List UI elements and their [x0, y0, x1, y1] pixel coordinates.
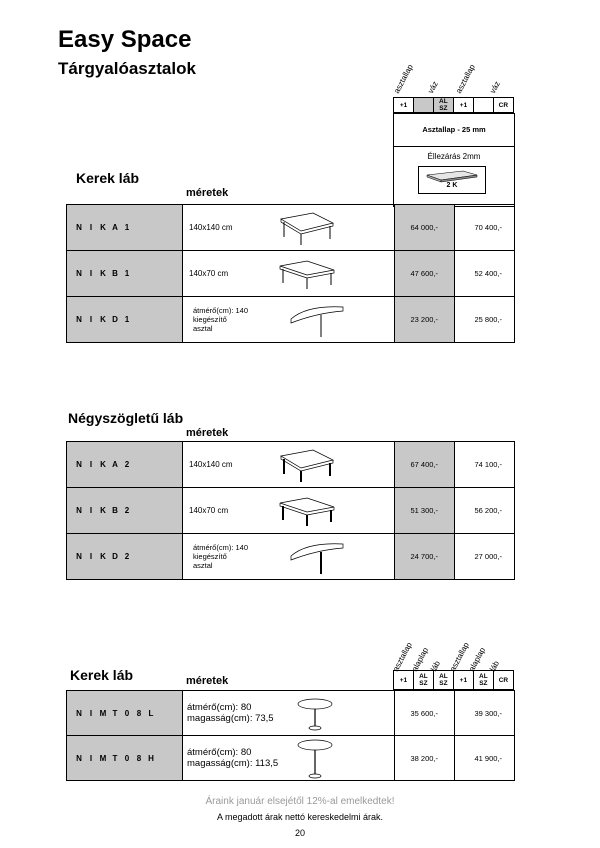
diag3-label-1: asztallap	[391, 640, 414, 673]
price-plus1: 35 600,-	[395, 691, 455, 736]
section2-table	[66, 441, 515, 580]
product-code: N I K A 1	[67, 205, 183, 251]
price-plus1: 47 600,-	[395, 251, 455, 297]
table-row	[67, 297, 515, 343]
hdr-cell-plus1-b: +1	[453, 98, 473, 113]
product-dim: 140x140 cm	[183, 205, 395, 251]
edge-label: Éllezárás 2mm	[427, 152, 481, 161]
hdr-cell-empty-b	[474, 98, 494, 113]
round-table-low-icon	[295, 695, 339, 733]
hdr-cell-empty	[414, 98, 434, 113]
hdr-cell-plus1: +1	[394, 98, 414, 113]
product-code: N I M T 0 8 H	[67, 736, 183, 781]
square-table-icon	[277, 209, 337, 247]
hdr3-cell-plus1: +1	[394, 671, 414, 690]
page-number: 20	[294, 828, 305, 838]
price-cr: 70 400,-	[455, 205, 515, 251]
product-code: N I K B 2	[67, 488, 183, 534]
top-header-cells	[393, 97, 514, 113]
product-dim: átmérő(cm): 140 kiegészítő asztal	[183, 297, 395, 343]
price-cr: 41 900,-	[455, 736, 515, 781]
hdr3-cell-alsz-2: AL SZ	[433, 671, 453, 690]
asztallap-title: Asztallap - 25 mm	[394, 114, 514, 147]
price-plus1: 67 400,-	[395, 442, 455, 488]
price-plus1: 51 300,-	[395, 488, 455, 534]
hdr3-cell-cr: CR	[493, 671, 513, 690]
product-code: N I K A 2	[67, 442, 183, 488]
hdr3-cell-alsz-3: AL SZ	[473, 671, 493, 690]
price-cr: 27 000,-	[455, 534, 515, 580]
price-plus1: 64 000,-	[395, 205, 455, 251]
table-row	[67, 691, 515, 736]
section2-meretek: méretek	[186, 427, 229, 439]
section3-meretek: méretek	[186, 675, 229, 687]
asztallap-box	[393, 113, 515, 207]
diag3-label-5: alaplap	[467, 645, 488, 673]
section1-meretek: méretek	[186, 187, 229, 199]
product-dim: átmérő(cm): 80 magasság(cm): 113,5	[183, 736, 395, 781]
section1-table	[66, 204, 515, 343]
price-cr: 39 300,-	[455, 691, 515, 736]
edge-code: 2 K	[446, 182, 458, 189]
half-round-table-icon	[287, 538, 347, 576]
diag-label-3: asztallap	[454, 62, 477, 95]
product-dim: 140x140 cm	[183, 442, 395, 488]
diag-label-2: váz	[426, 79, 440, 95]
product-code: N I M T 0 8 L	[67, 691, 183, 736]
section3-table	[66, 690, 515, 781]
price-cr: 56 200,-	[455, 488, 515, 534]
table-row	[67, 534, 515, 580]
table-row	[67, 736, 515, 781]
product-dim: átmérő(cm): 80 magasság(cm): 73,5	[183, 691, 395, 736]
price-cr: 52 400,-	[455, 251, 515, 297]
section1-title: Kerek láb	[76, 170, 140, 186]
hdr3-cell-plus1-b: +1	[453, 671, 473, 690]
product-code: N I K D 1	[67, 297, 183, 343]
diag-label-1: asztallap	[392, 62, 415, 95]
half-round-table-icon	[287, 301, 347, 339]
diag3-label-2: alaplap	[410, 645, 431, 673]
rect-table-icon	[277, 494, 337, 528]
diag3-label-3: láb	[429, 659, 443, 673]
table-row	[67, 251, 515, 297]
price-cr: 74 100,-	[455, 442, 515, 488]
section3-title: Kerek láb	[70, 667, 134, 683]
edge-sample-box	[418, 166, 486, 194]
section3-header-cells	[393, 670, 514, 690]
price-plus1: 38 200,-	[395, 736, 455, 781]
diag-label-4: váz	[488, 79, 502, 95]
page-subtitle: Tárgyalóasztalok	[58, 59, 196, 78]
round-table-high-icon	[295, 738, 339, 780]
diag3-label-6: láb	[488, 659, 502, 673]
product-code: N I K D 2	[67, 534, 183, 580]
table-row	[67, 205, 515, 251]
product-dim: 140x70 cm	[183, 488, 395, 534]
diag3-label-4: asztallap	[448, 640, 471, 673]
price-plus1: 24 700,-	[395, 534, 455, 580]
product-code: N I K B 1	[67, 251, 183, 297]
edge-board-icon	[419, 167, 485, 193]
hdr3-cell-alsz-1: AL SZ	[413, 671, 433, 690]
section2-title: Négyszögletű láb	[68, 410, 184, 426]
hdr-cell-cr: CR	[493, 98, 513, 113]
net-price-note: A megadott árak nettó kereskedelmi árak.	[216, 812, 384, 822]
brand-title: Easy Space	[58, 26, 192, 53]
square-table-icon	[277, 446, 337, 484]
rect-table-icon	[277, 257, 337, 291]
table-row	[67, 488, 515, 534]
table-row	[67, 442, 515, 488]
price-cr: 25 800,-	[455, 297, 515, 343]
product-dim: 140x70 cm	[183, 251, 395, 297]
price-plus1: 23 200,-	[395, 297, 455, 343]
hdr-cell-alsz: AL SZ	[433, 98, 453, 113]
product-dim: átmérő(cm): 140 kiegészítő asztal	[183, 534, 395, 580]
price-increase-notice: Áraink január elsejétől 12%-al emelkedtek!	[205, 796, 395, 807]
